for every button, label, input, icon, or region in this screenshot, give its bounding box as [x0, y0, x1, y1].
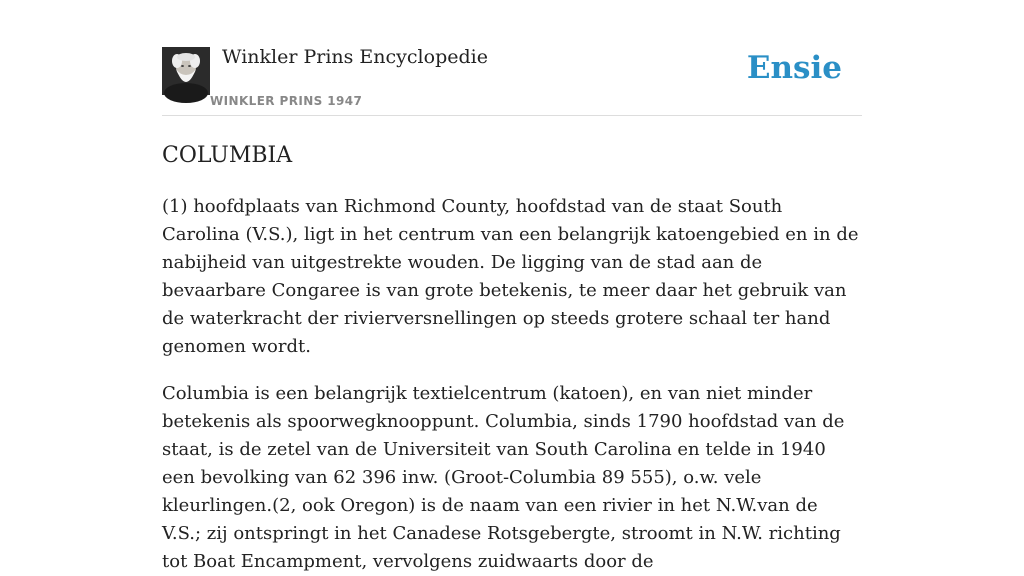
site-header [162, 0, 862, 116]
site-title[interactable]: Winkler Prins Encyclopedie [222, 46, 488, 68]
article-paragraph: (1) hoofdplaats van Richmond County, hoofdstad van de staat South Carolina (V.S.), ligt in het centrum van een belangrijk katoengebied en in de nabijheid van uitgestrekte wouden. De ligging van de stad aan de bevaarbare Congaree is van grote betekenis, te meer daar het gebruik van de waterkracht der rivierversnellingen op steeds grotere schaal ter hand genomen wordt. [162, 196, 859, 357]
article-paragraph: Columbia is een belangrijk textielcentrum (katoen), en van niet minder betekenis als spoorwegknooppunt. Columbia, sinds 1790 hoofdstad van de staat, is de zetel van de Universiteit van South Carolina en telde in 1940 een bevolking van 62 396 inw. (Groot-Columbia 89 555), o.w. vele kleurlingen.(2, ook Oregon) is de naam van een rivier in het N.W.van de V.S.; zij ontspringt in het Canadese Rotsgebergte, stroomt in N.W. richting tot Boat Encampment, vervolgens zuidwaarts door de [162, 383, 845, 572]
bearded-man-portrait-icon [162, 47, 210, 95]
article-title: COLUMBIA [162, 143, 293, 168]
source-subtitle[interactable]: WINKLER PRINS 1947 [210, 94, 363, 108]
author-avatar[interactable] [162, 47, 210, 95]
ensie-logo[interactable]: Ensie [746, 50, 842, 86]
page [162, 0, 862, 576]
